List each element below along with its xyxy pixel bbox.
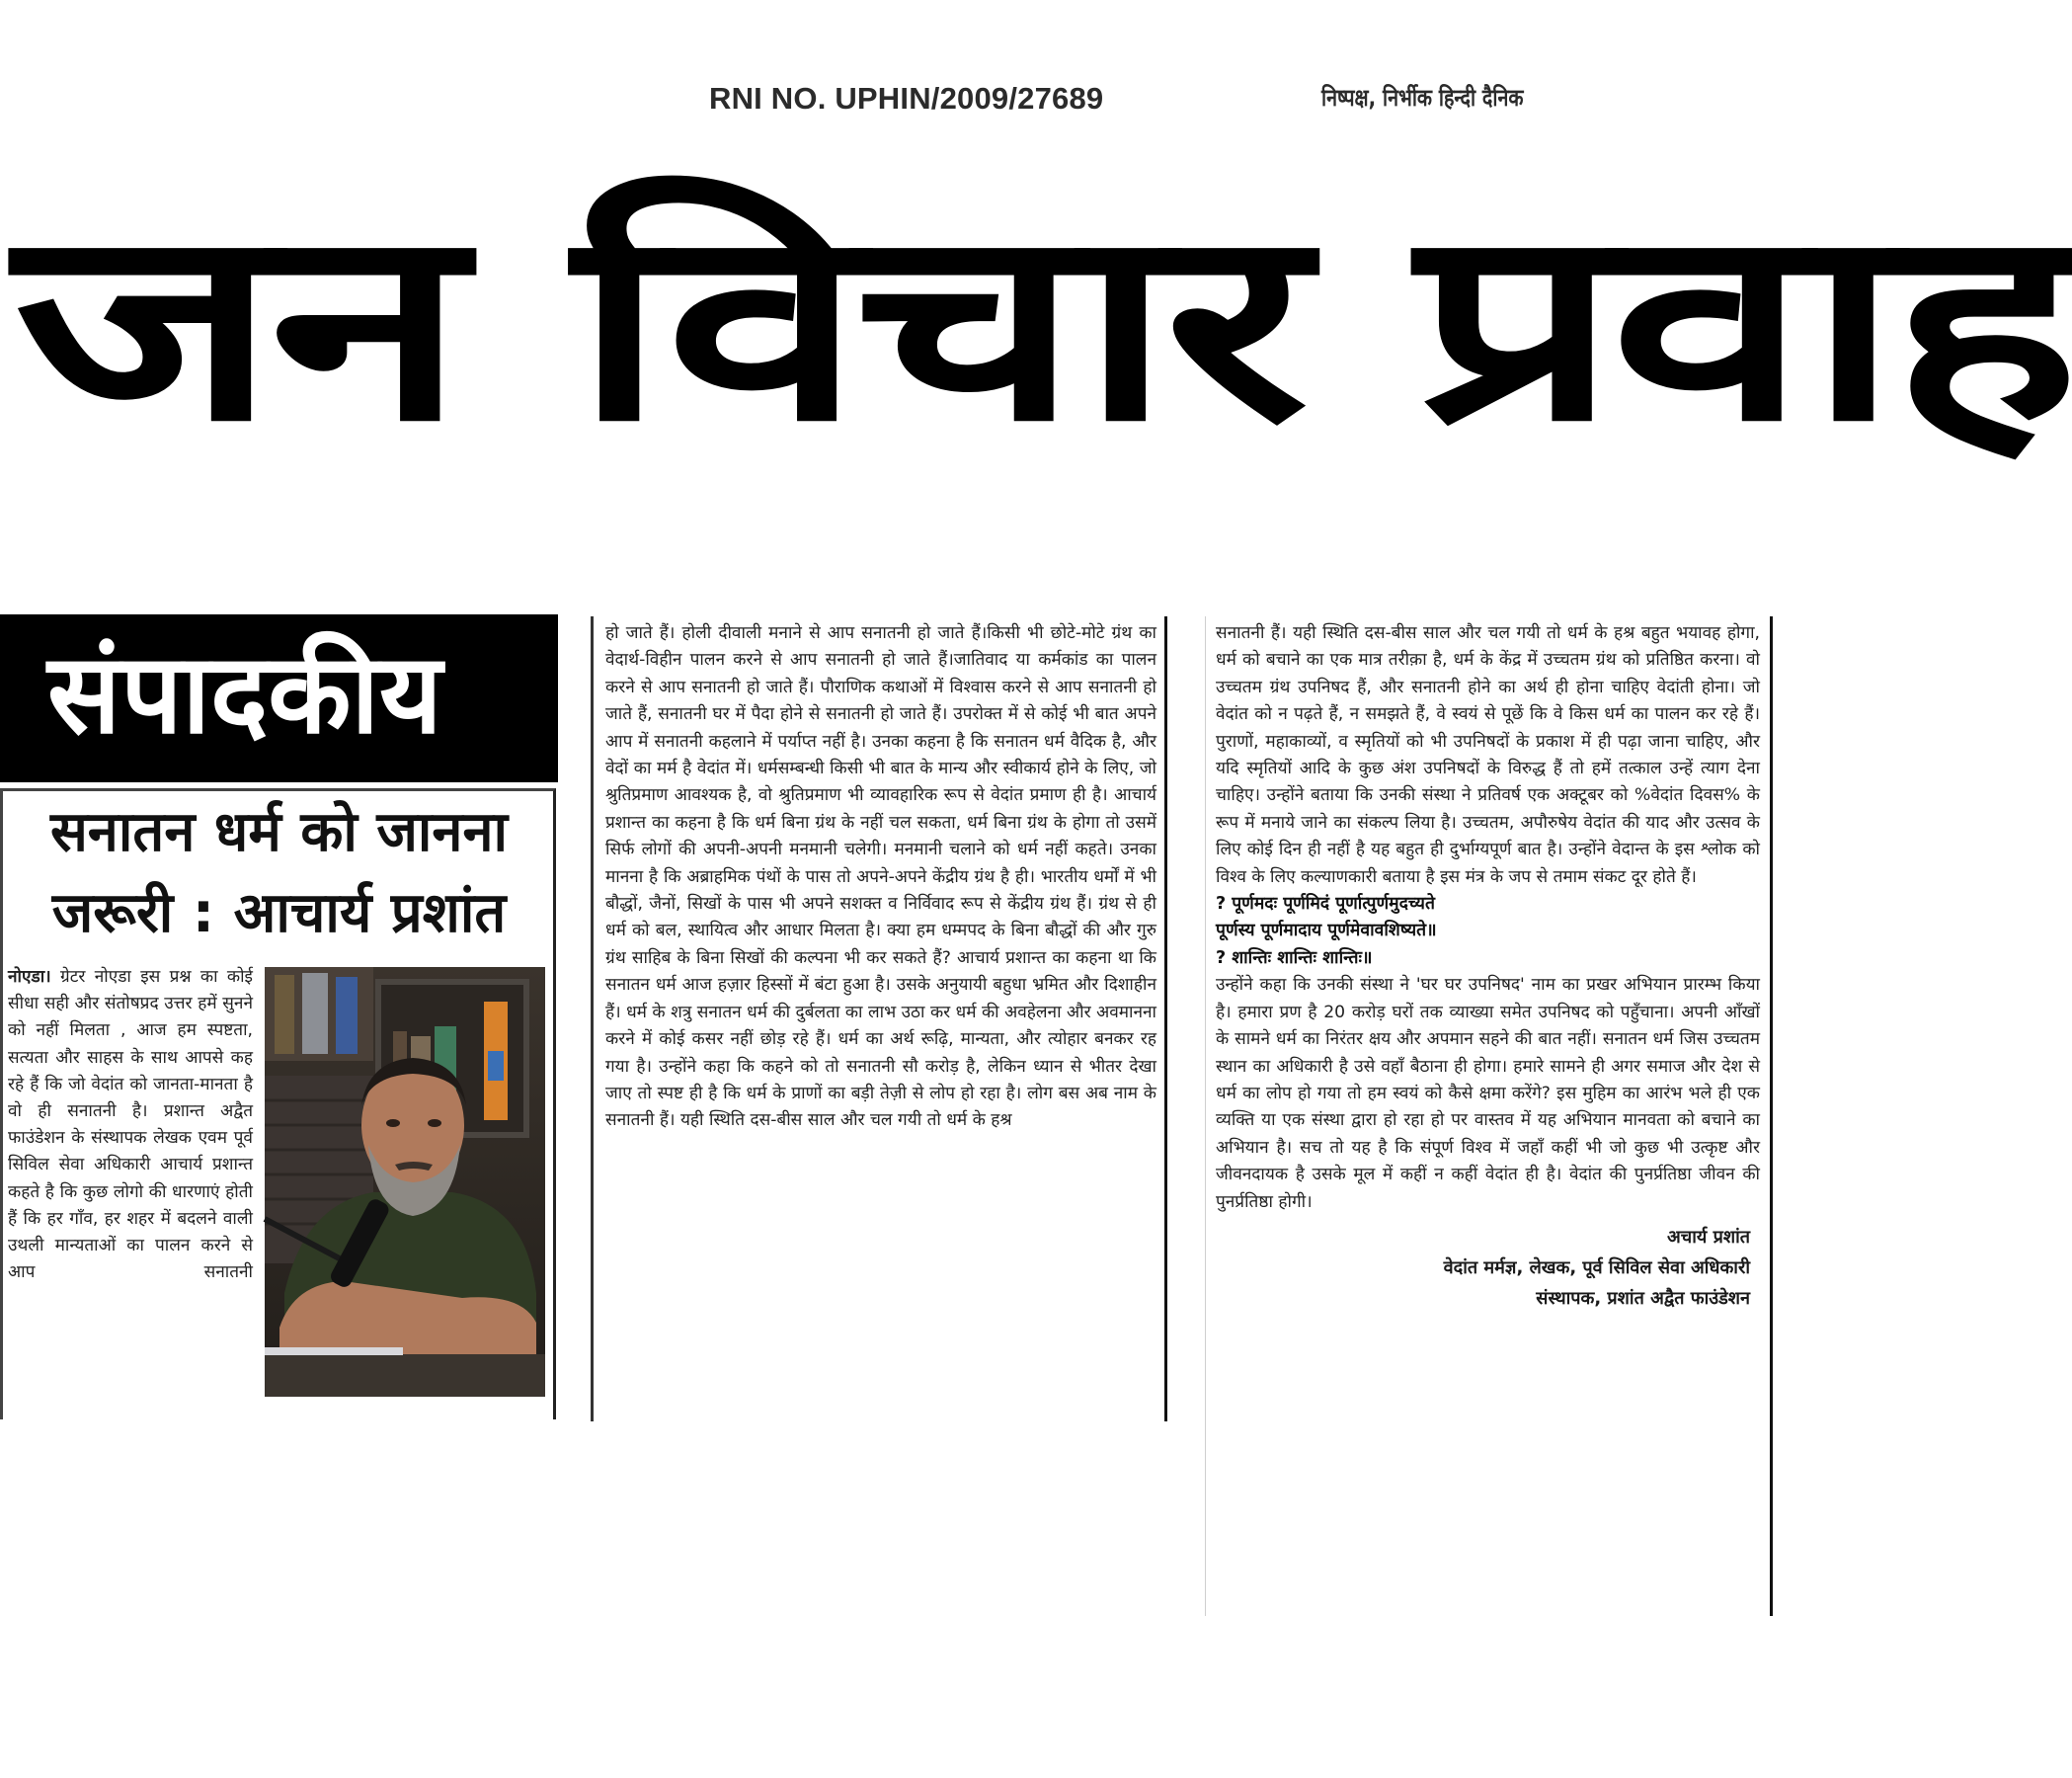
signature-org: संस्थापक, प्रशांत अद्वैत फाउंडेशन [1536, 1287, 1750, 1309]
shloka [1216, 891, 1760, 972]
paragraph-1: सनातनी हैं। यही स्थिति दस-बीस साल और चल गयी तो धर्म के हश्र बहुत भयावह होगा, धर्म को बचाने का एक मात्र तरीक़ा है, धर्म के केंद्र में उच्चतम ग्रंथ को प्रतिष्ठित करना। वो उच्चतम ग्रंथ उपनिषद हैं, और सनातनी होने का अर्थ ही होना चाहिए वेदांती होना। जो वेदांत को न पढ़ते हैं, न समझते हैं, वे स्वयं से पूछें कि वे किस धर्म का पालन कर रहे हैं। पुराणों, महाकाव्यों, व स्मृतियों को भी उपनिषदों के प्रकाश में ही पढ़ा जाना चाहिए, और यदि स्मृतियों आदि के कुछ अंश उपनिषदों के विरुद्ध हैं तो हमें तत्काल उन्हें त्याग देना चाहिए। उन्होंने बताया कि उनकी संस्था ने प्रतिवर्ष एक अक्टूबर को %वेदांत दिवस% के रूप में मनाये जाने का संकल्प लिया है। उच्चतम, अपौरुषेय वेदांत की याद और उत्सव के लिए कोई दिन ही नहीं है यह बहुत ही दुर्भाग्यपूर्ण बात है। उन्होंने वेदान्त के इस श्लोक को विश्व के लिए कल्याणकारी बताया है इस मंत्र के जप से तमाम संकट दूर होते हैं। [1216, 623, 1760, 887]
headline-line-1: सनातन धर्म को जानना [49, 800, 509, 864]
masthead-tagline: निष्पक्ष, निर्भीक हिन्दी दैनिक [1321, 84, 1524, 112]
middle-column [591, 616, 1167, 1421]
dateline: नोएडा। [8, 967, 51, 987]
article-body-middle: हो जाते हैं। होली दीवाली मनाने से आप सनातनी हो जाते हैं।किसी भी छोटे-मोटे ग्रंथ का वेदार्थ-विहीन पालन करने से आप सनातनी हो जाते हैं।जातिवाद या कर्मकांड का पालन करने से आप सनातनी हो जाते हैं। पौराणिक कथाओं में विश्वास करने से आप सनातनी हो जाते हैं, सनातनी घर में पैदा होने से सनातनी हो जाते हैं। उपरोक्त में से कोई भी बात अपने आप में सनातनी कहलाने में पर्याप्त नहीं है। उनका कहना है कि सनातन धर्म वैदिक है, और वेदों का मर्म है वेदांत में। धर्मसम्बन्धी किसी भी बात के मान्य और स्वीकार्य होने के लिए, जो श्रुतिप्रमाण आवश्यक है, वो श्रुतिप्रमाण भी व्यावहारिक रूप से वेदांत प्रमाण ही है। आचार्य प्रशान्त का कहना है कि धर्म बिना ग्रंथ के नहीं चल सकता, धर्म बिना ग्रंथ के होगा तो उसमें सिर्फ लोगों की अपनी-अपनी मनमानी चलेगी। मनमानी चलाने को धर्म नहीं कहते। उनका मानना है कि अब्राहमिक पंथों के पास तो अपने-अपने केंद्रीय ग्रंथ है ही। भारतीय धर्मों में भी बौद्धों, जैनों, सिखों के पास भी अपने सशक्त व निर्विवाद रूप से केंद्रीय ग्रंथ हैं। ग्रंथ से ही धर्म को बल, स्थायित्व और आधार मिलता है। क्या हम धम्मपद के बिना बौद्धों की और गुरु ग्रंथ साहिब के बिना सिखों की कल्पना भी कर सकते हैं? आचार्य प्रशान्त का कहना था कि सनातन धर्म आज हज़ार हिस्सों में बंटा हुआ है। उसके अनुयायी बहुधा भ्रमित और दिशाहीन हैं। धर्म के शत्रु सनातन धर्म की दुर्बलता का लाभ उठा कर धर्म की अवहेलना और अवमानना करने में कोई कसर नहीं छोड़ रहे हैं। धर्म का अर्थ रूढ़ि, मान्यता, और त्योहार बनकर रह गया है। उन्होंने कहा कि कहने को तो सनातनी सौ करोड़ है, लेकिन ध्यान से भीतर देखा जाए तो स्पष्ट ही है कि धर्म के प्राणों का बड़ी तेज़ी से लोप हो रहा है। लोग बस अब नाम के सनातनी हैं। यही स्थिति दस-बीस साल और चल गयी तो धर्म के हश्र [605, 623, 1157, 1131]
registration-number: RNI NO. UPHIN/2009/27689 [709, 81, 1104, 116]
shloka-line-2: पूर्णस्य पूर्णमादाय पूर्णमेवावशिष्यते॥ [1216, 921, 1437, 941]
portrait-photo-icon [265, 967, 545, 1397]
newspaper-title: जन विचार प्रवाह [14, 172, 2072, 480]
headline-line-2: जरूरी : आचार्य प्रशांत [51, 881, 507, 945]
shloka-line-1: ? पूर्णमदः पूर्णमिदं पूर्णात्पुर्णमुदच्यते [1216, 894, 1435, 915]
left-column [0, 614, 558, 1419]
lede-text: ग्रेटर नोएडा इस प्रश्न का कोई सीधा सही और संतोषप्रद उत्तर हमें सुनने को नहीं मिलता , आज हम स्पष्टता, सत्यता और साहस के साथ आपसे कह रहे हैं कि जो वेदांत को जानता-मानता है वो ही सनातनी है। प्रशान्त अद्वैत फाउंडेशन के संस्थापक लेखक एवम पूर्व सिविल सेवा अधिकारी आचार्य प्रशान्त कहते है कि कुछ लोगो की धारणाएं होती हैं कि हर गाँव, हर शहर में बदलने वाली उथली मान्यताओं का पालन करने से आप सनातनी [8, 967, 253, 1283]
article-body-right [1206, 616, 1770, 1314]
article-headline [0, 792, 558, 954]
shloka-line-3: ? शान्तिः शान्तिः शान्तिः॥ [1216, 947, 1373, 968]
signature-title: वेदांत मर्मज्ञ, लेखक, पूर्व सिविल सेवा अधिकारी [1443, 1256, 1750, 1278]
right-column [1205, 616, 1773, 1616]
section-banner [0, 614, 558, 782]
author-signature [1216, 1222, 1760, 1314]
author-photo [265, 967, 545, 1397]
article-lede [8, 964, 253, 1286]
signature-name: अचार्य प्रशांत [1667, 1226, 1750, 1248]
masthead [14, 138, 2072, 514]
paragraph-2: उन्होंने कहा कि उनकी संस्था ने 'घर घर उपनिषद' नाम का प्रखर अभियान प्रारम्भ किया है। हमारा प्रण है 20 करोड़ घरों तक व्याख्या समेत उपनिषद को पहुँचाना। अपनी आँखों के सामने धर्म का निरंतर क्षय और अपमान सहने की बात नहीं। सनातन धर्म जिस उच्चतम स्थान का अधिकारी है उसे वहाँ बैठाना ही होगा। हमारे सामने ही अगर समाज और देश से धर्म का लोप हो गया तो हम स्वयं को कैसे क्षमा करेंगे? इस मुहिम का आरंभ भले ही एक व्यक्ति या एक संस्था द्वारा हो रहा हो पर वास्तव में यह अभियान मानवता को बचाने का अभियान है। सच तो यह है कि संपूर्ण विश्व में जहाँ कहीं भी जो कुछ भी उत्कृष्ट और जीवनदायक है उसके मूल में कहीं न कहीं वेदांत ही है। वेदांत की पुनर्प्रतिष्ठा जीवन की पुनर्प्रतिष्ठा होगी। [1216, 975, 1760, 1212]
section-title: संपादकीय [47, 630, 442, 759]
